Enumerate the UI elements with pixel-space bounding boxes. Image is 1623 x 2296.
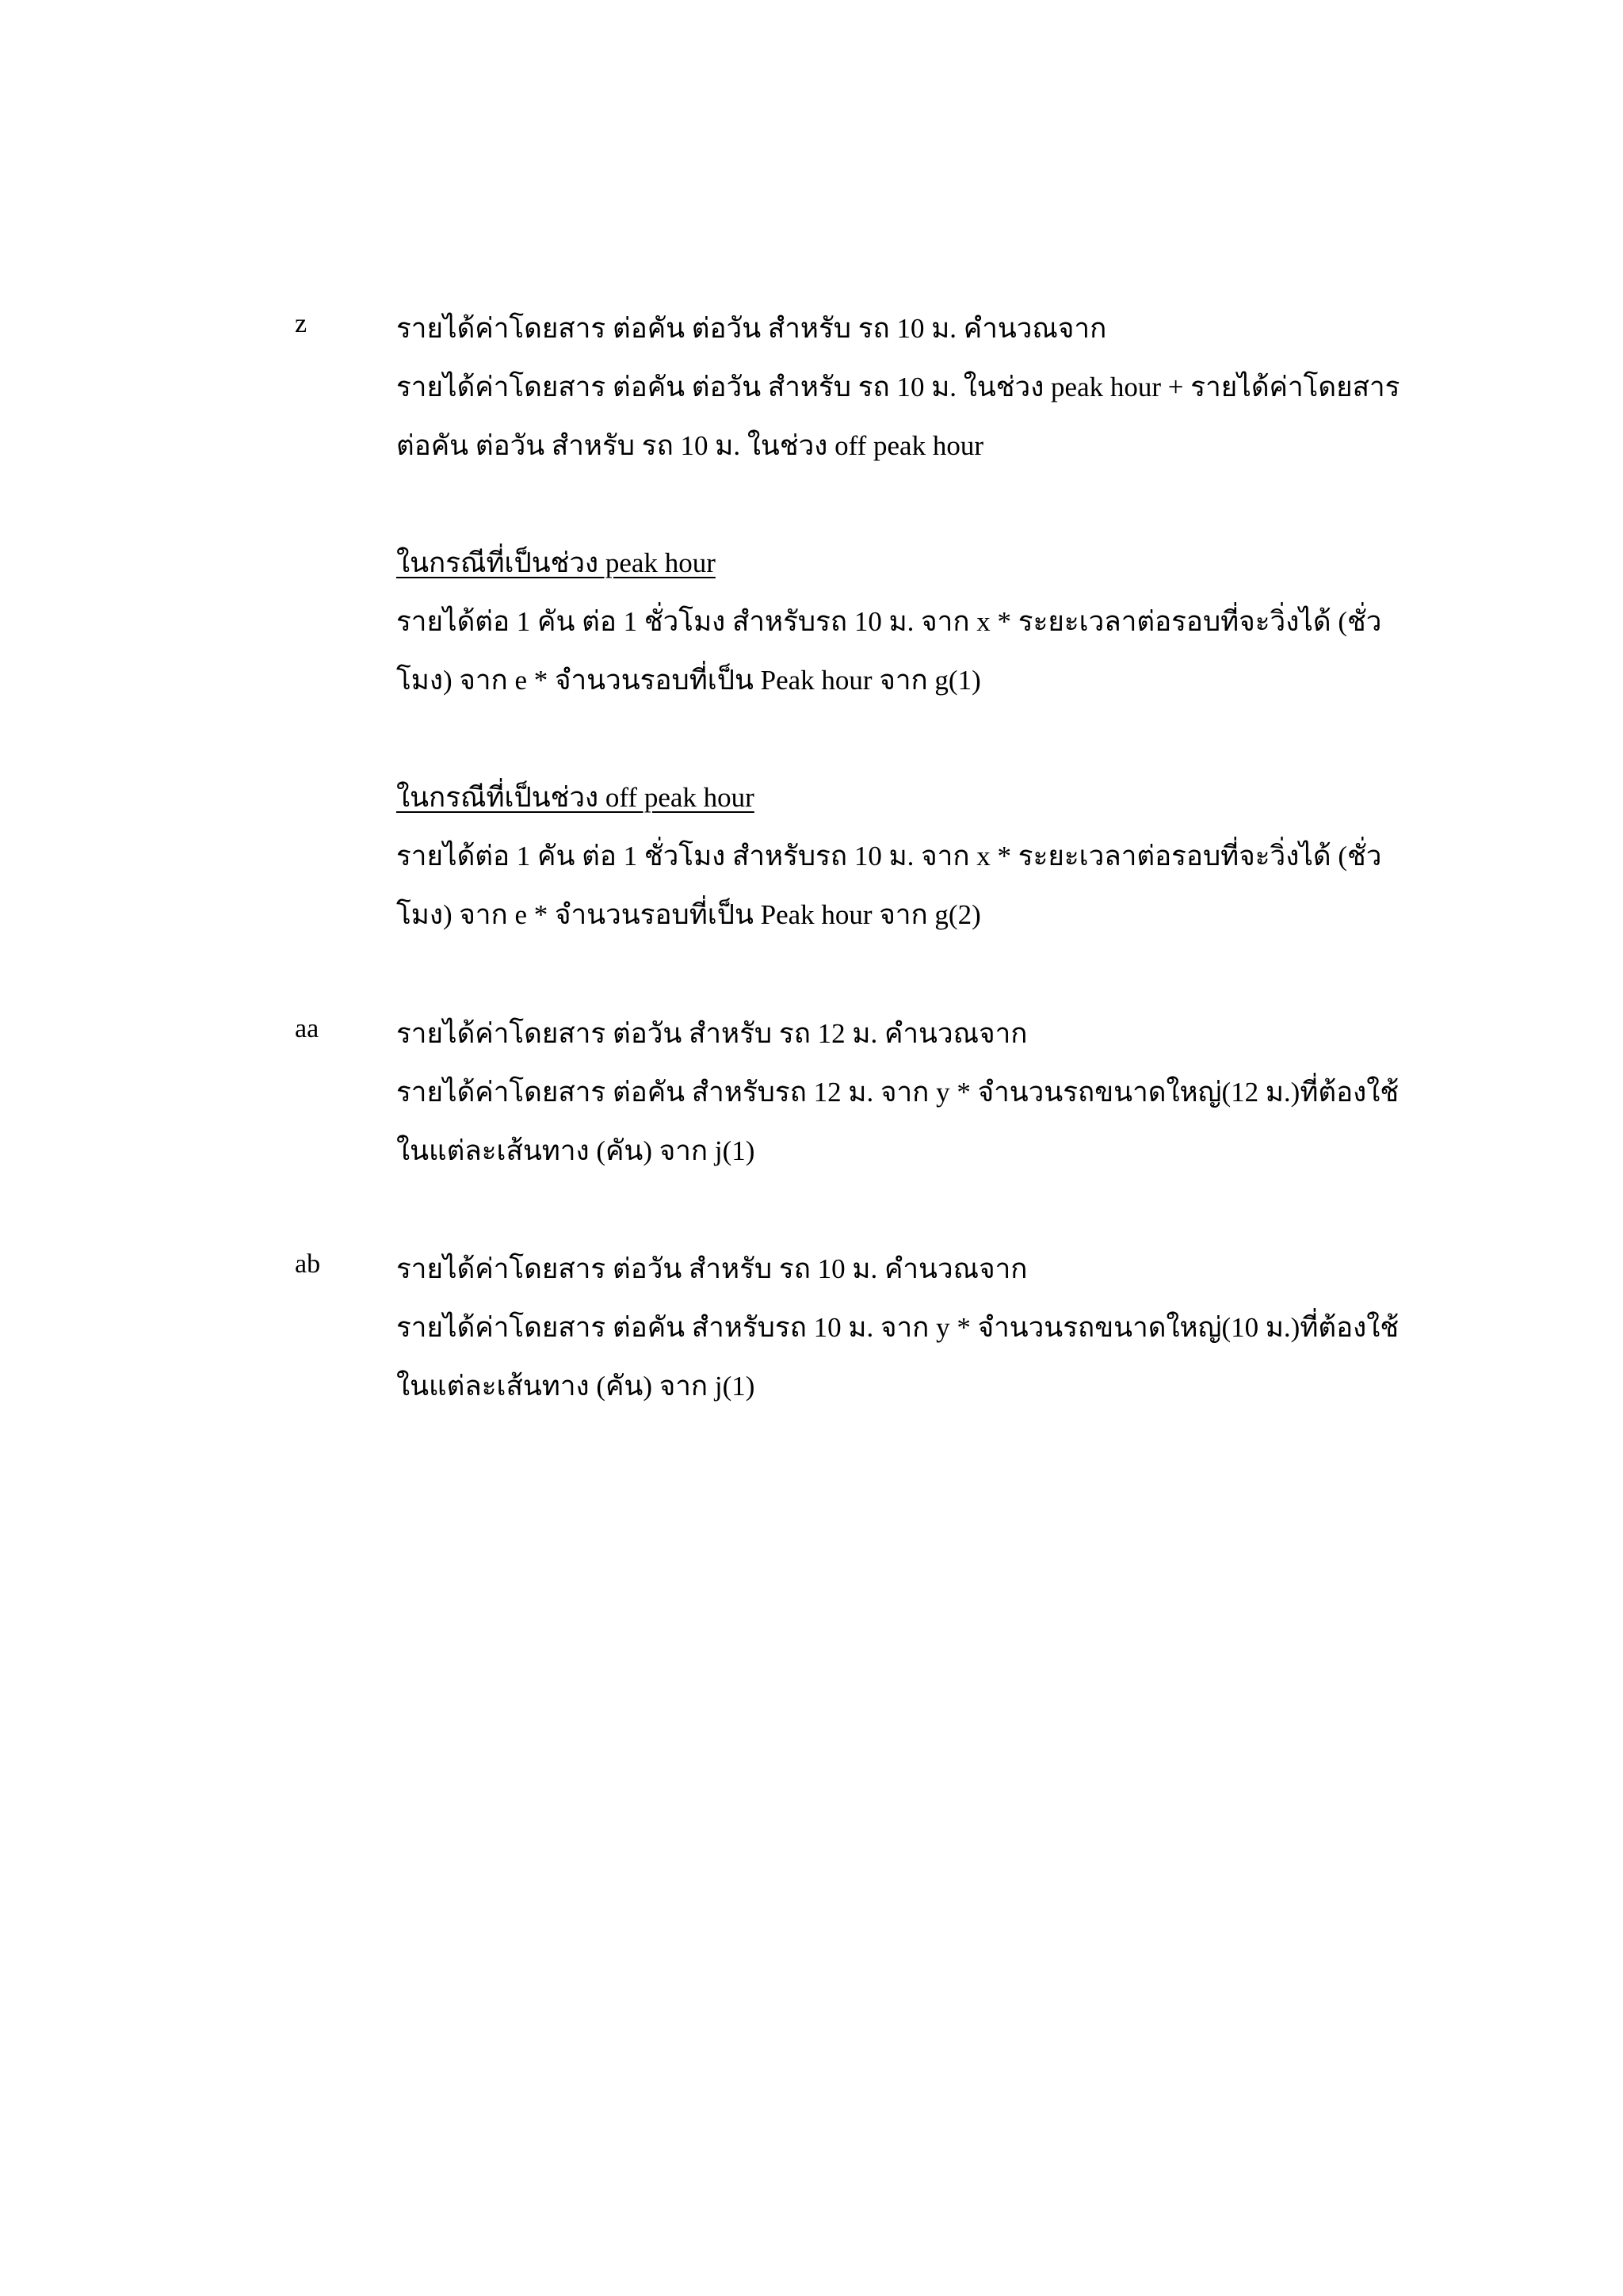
subsection-heading-text: ในกรณีที่เป็นช่วง off peak hour xyxy=(396,782,754,813)
paragraph-gap xyxy=(396,475,1426,534)
subsection-line: โมง) จาก e * จำนวนรอบที่เป็น Peak hour จาก g(2) xyxy=(396,899,981,930)
entry-line: รายได้ค่าโดยสาร ต่อคัน ต่อวัน สำหรับ รถ 10 ม. คำนวณจาก xyxy=(396,313,1107,344)
subsection-line: รายได้ต่อ 1 คัน ต่อ 1 ชั่วโมง สำหรับรถ 10 ม. จาก x * ระยะเวลาต่อรอบที่จะวิ่งได้ (ชั่ว xyxy=(396,841,1382,871)
paragraph-gap xyxy=(396,710,1426,769)
entry-line: รายได้ค่าโดยสาร ต่อคัน สำหรับรถ 12 ม. จาก y * จำนวนรถขนาดใหญ่(12 ม.)ที่ต้องใช้ xyxy=(396,1077,1400,1108)
subsection-heading-text: ในกรณีที่เป็นช่วง peak hour xyxy=(396,547,716,578)
entry-label: aa xyxy=(295,1014,319,1043)
entry-line: ต่อคัน ต่อวัน สำหรับ รถ 10 ม. ในช่วง off peak hour xyxy=(396,430,983,461)
subsection-line: รายได้ต่อ 1 คัน ต่อ 1 ชั่วโมง สำหรับรถ 10 ม. จาก x * ระยะเวลาต่อรอบที่จะวิ่งได้ (ชั่ว xyxy=(396,606,1382,637)
subsection-heading-peak xyxy=(396,534,1426,593)
entry-body xyxy=(396,299,1426,944)
entry-label: ab xyxy=(295,1249,321,1279)
entry-line: รายได้ค่าโดยสาร ต่อคัน ต่อวัน สำหรับ รถ 10 ม. ในช่วง peak hour + รายได้ค่าโดยสาร xyxy=(396,372,1400,402)
entry-line: ในแต่ละเส้นทาง (คัน) จาก j(1) xyxy=(396,1135,755,1166)
entry-line: รายได้ค่าโดยสาร ต่อคัน สำหรับรถ 10 ม. จาก y * จำนวนรถขนาดใหญ่(10 ม.)ที่ต้องใช้ xyxy=(396,1312,1400,1343)
entry-body xyxy=(396,1240,1426,1416)
entry-line: รายได้ค่าโดยสาร ต่อวัน สำหรับ รถ 12 ม. คำนวณจาก xyxy=(396,1018,1028,1049)
entry-line: ในแต่ละเส้นทาง (คัน) จาก j(1) xyxy=(396,1371,755,1402)
entry-label: z xyxy=(295,309,307,338)
entry-line: รายได้ค่าโดยสาร ต่อวัน สำหรับ รถ 10 ม. คำนวณจาก xyxy=(396,1253,1028,1284)
subsection-line: โมง) จาก e * จำนวนรอบที่เป็น Peak hour จาก g(1) xyxy=(396,665,981,696)
subsection-heading-off-peak xyxy=(396,769,1426,827)
entry-body xyxy=(396,1005,1426,1180)
